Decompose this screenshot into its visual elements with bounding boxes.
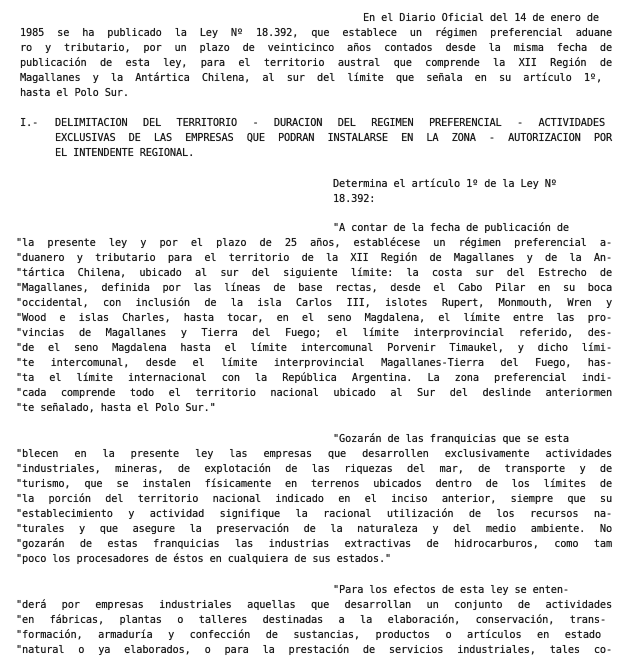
quote-line: "te intercomunal, desde el límite interprovincial Magallanes-Tierra del Fuego, has- [16,357,612,369]
quote-line: "cada comprende todo el territorio nacional ubicado al Sur del deslinde anteriormen [16,387,612,399]
article-reference-line: Determina el artículo 1º de la Ley Nº [333,178,557,190]
quote-line: "duanero y tributario para el territorio de la XII Región de Magallanes y de la An- [16,252,612,264]
intro-line: Magallanes y la Antártica Chilena, al sur del límite que señala en su artículo 1º, [20,72,602,84]
quote-line: "la porción del territorio nacional indicado en el inciso anterior, siempre que su [16,493,612,505]
intro-line: ro y tributario, por un plazo de veinticinco años contados desde la misma fecha de [20,42,612,54]
quote-line: "Para los efectos de esta ley se enten- [333,584,569,596]
quote-line: "Gozarán de las franquicias que se esta [333,433,569,445]
quote-line: "ta el límite internacional con la República Argentina. La zona preferencial indi- [16,372,612,384]
intro-line: publicación de esta ley, para el territorio austral que comprende la XII Región de [20,57,612,69]
intro-line: 1985 se ha publicado la Ley Nº 18.392, que establece un régimen preferencial aduane [20,27,612,39]
intro-line: hasta el Polo Sur. [20,87,129,99]
section-number: I.- [20,117,39,129]
quote-line: "occidental, con inclusión de la isla Carlos III, islotes Rupert, Monmouth, Wren y [16,297,612,309]
quote-line: "de el seno Magdalena hasta el límite intercomunal Porvenir Timaukel, y dicho lími- [16,342,612,354]
quote-line: "te señalado, hasta el Polo Sur." [16,402,216,414]
quote-line: "gozarán de estas franquicias las industrias extractivas de hidrocarburos, como tam [16,538,612,550]
intro-line: En el Diario Oficial del 14 de enero de [363,12,599,24]
section-heading-line: DELIMITACION DEL TERRITORIO - DURACION DEL REGIMEN PREFERENCIAL - ACTIVIDADES [55,117,605,129]
quote-line: "Wood e islas Charles, hasta tocar, en el seno Magdalena, el límite entre las pro- [16,312,612,324]
quote-line: "natural o ya elaborados, o para la prestación de servicios industriales, tales co- [16,644,612,656]
quote-line: "industriales, mineras, de explotación de las riquezas del mar, de transporte y de [16,463,612,475]
quote-line: "turales y que asegure la preservación de la naturaleza y del medio ambiente. No [16,523,612,535]
quote-line: "turismo, que se instalen físicamente en terrenos ubicados dentro de los límites de [16,478,612,490]
quote-line: "formación, armaduría y confección de sustancias, productos o artículos en estado [16,629,601,641]
quote-line: "blecen en la presente ley las empresas que desarrollen exclusivamente actividades [16,448,612,460]
quote-line: "tártica Chilena, ubicado al sur del siguiente límite: la costa sur del Estrecho de [16,267,612,279]
quote-line: "A contar de la fecha de publicación de [333,222,569,234]
quote-line: "derá por empresas industriales aquellas que desarrollan un conjunto de actividades [16,599,612,611]
section-heading-line: EL INTENDENTE REGIONAL. [55,147,195,159]
quote-line: "poco los procesadores de éstos en cualquiera de sus estados." [16,553,392,565]
article-reference-line: 18.392: [333,193,376,205]
quote-line: "en fábricas, plantas o talleres destinadas a la elaboración, conservación, trans- [16,614,606,626]
section-heading-line: EXCLUSIVAS DE LAS EMPRESAS QUE PODRAN INSTALARSE EN LA ZONA - AUTORIZACION POR [55,132,612,144]
quote-line: "la presente ley y por el plazo de 25 años, establécese un régimen preferencial a- [16,237,612,249]
quote-line: "vincias de Magallanes y Tierra del Fuego; el límite interprovincial referido, des- [16,327,612,339]
quote-line: "Magallanes, definida por las líneas de base rectas, desde el Cabo Pilar en su boca [16,282,612,294]
quote-line: "establecimiento y actividad signifique la racional utilización de los recursos na- [16,508,612,520]
